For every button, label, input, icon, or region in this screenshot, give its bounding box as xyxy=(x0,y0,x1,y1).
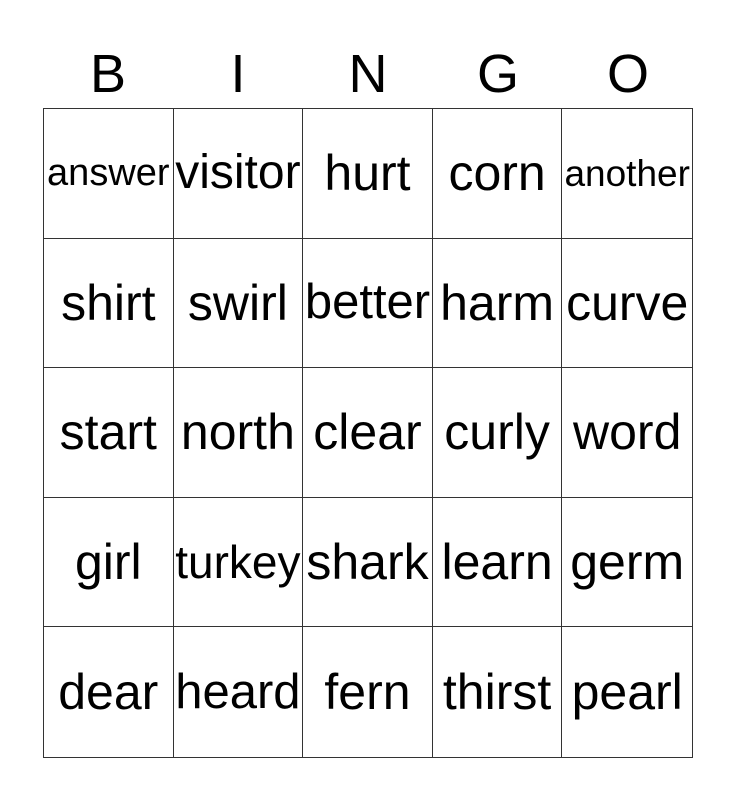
bingo-cell: thirst xyxy=(433,627,563,757)
bingo-cell: curly xyxy=(433,368,563,498)
bingo-header xyxy=(43,40,693,108)
header-letter-n: N xyxy=(348,44,388,104)
bingo-cell: clear xyxy=(303,368,433,498)
bingo-cell: word xyxy=(562,368,692,498)
bingo-cell: swirl xyxy=(174,239,304,369)
bingo-board xyxy=(43,108,693,758)
bingo-cell: answer xyxy=(44,109,174,239)
header-letter-b: B xyxy=(89,44,127,104)
header-letter-o: O xyxy=(606,44,649,104)
bingo-cell: another xyxy=(562,109,692,239)
bingo-cell: dear xyxy=(44,627,174,757)
bingo-cell: corn xyxy=(433,109,563,239)
bingo-cell: shirt xyxy=(44,239,174,369)
bingo-cell: start xyxy=(44,368,174,498)
bingo-cell: pearl xyxy=(571,664,683,721)
bingo-cell: germ xyxy=(562,498,692,628)
bingo-cell: girl xyxy=(44,498,174,628)
header-letter-g: G xyxy=(476,44,519,104)
bingo-cell: hurt xyxy=(303,109,433,239)
bingo-cell: visitor xyxy=(174,109,304,239)
bingo-cell: learn xyxy=(433,498,563,628)
header-letter-i: I xyxy=(230,44,246,104)
bingo-cell: fern xyxy=(303,627,433,757)
bingo-cell: turkey xyxy=(174,498,304,628)
bingo-cell: better xyxy=(303,239,433,369)
bingo-cell: curve xyxy=(562,239,692,369)
bingo-cell: harm xyxy=(433,239,563,369)
bingo-cell: shark xyxy=(303,498,433,628)
bingo-cell: north xyxy=(174,368,304,498)
bingo-cell: heard xyxy=(174,627,304,757)
